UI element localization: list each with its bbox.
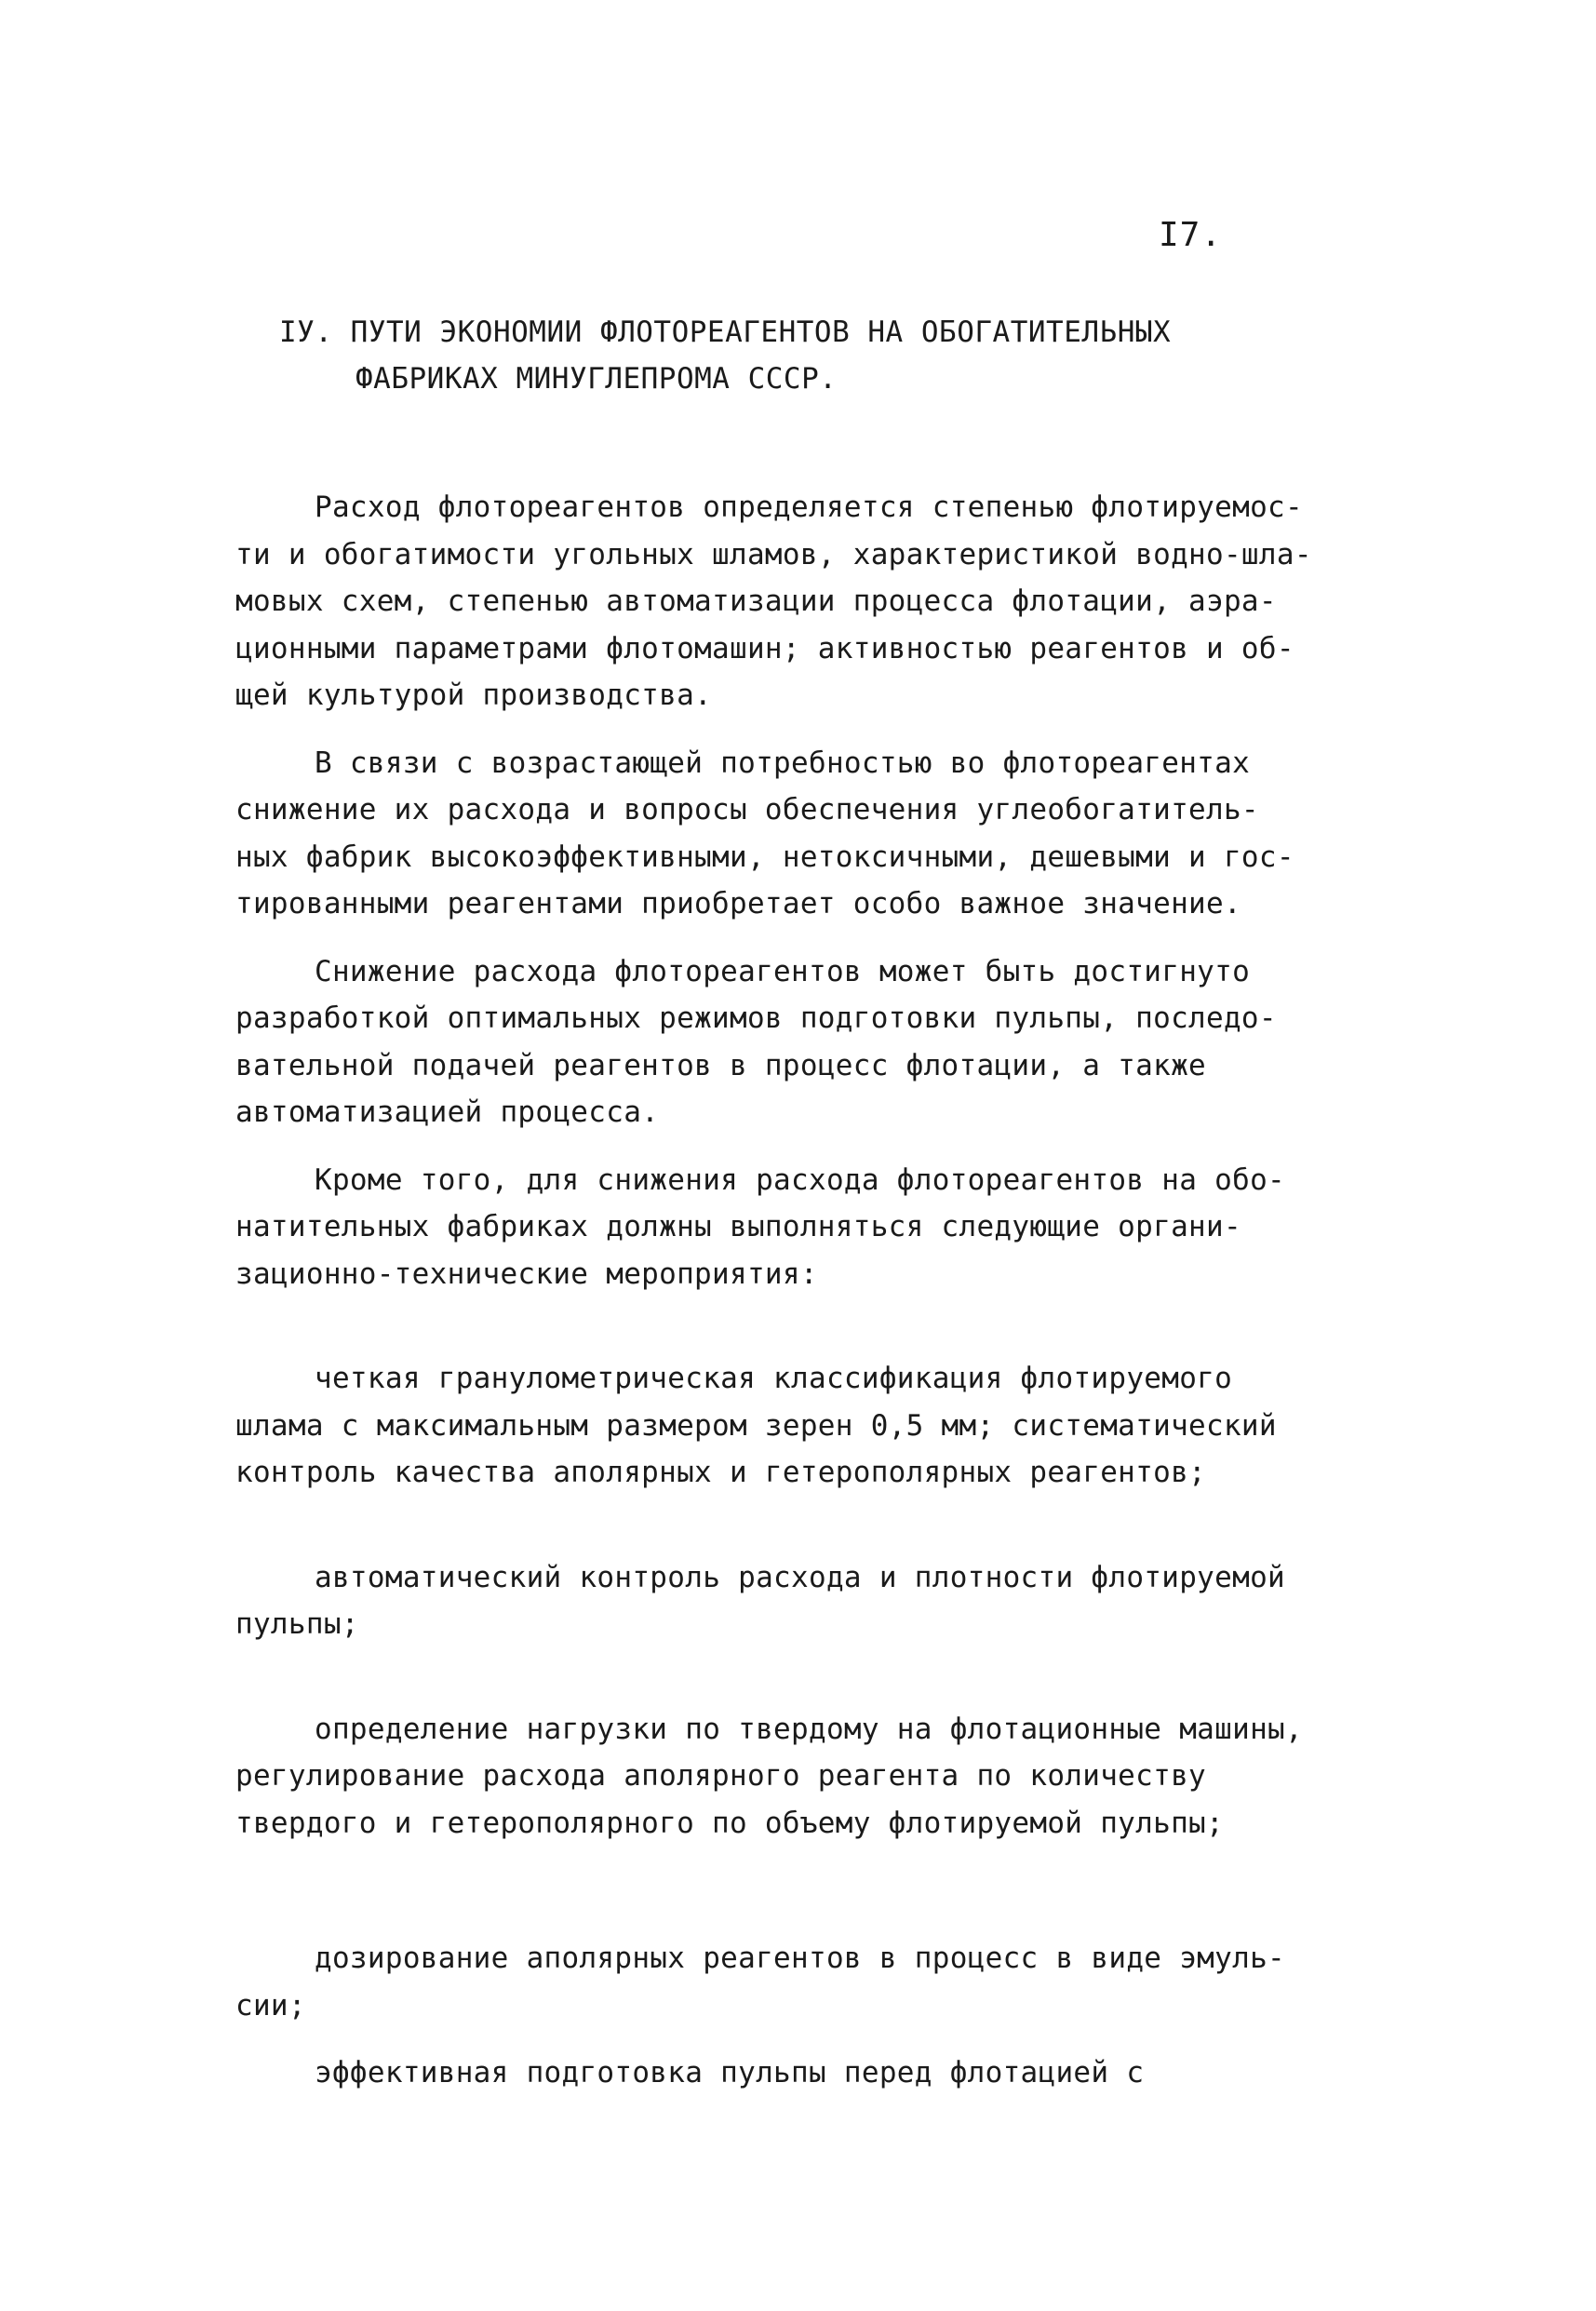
paragraph-line: ти и обогатимости угольных шламов, характеристикой водно-шла- — [235, 537, 1312, 571]
measure-item-2 — [235, 1554, 1403, 1648]
paragraph-line: зационно-технические мероприятия: — [235, 1256, 818, 1291]
paragraph-line: регулирование расхода аполярного реагента по количеству — [235, 1759, 1206, 1793]
paragraph-line: дозирование аполярных реагентов в процесс в виде эмуль- — [315, 1942, 1285, 1975]
section-heading-line-1: IУ. ПУТИ ЭКОНОМИИ ФЛОТОРЕАГЕНТОВ НА ОБОГАТИТЕЛЬНЫХ — [279, 316, 1172, 349]
paragraph-line: В связи с возрастающей потребностью во флотореагентах — [315, 746, 1251, 780]
paragraph-line: ционными параметрами флотомашин; активностью реагентов и об- — [235, 631, 1294, 665]
paragraph-line: щей культурой производства. — [235, 679, 713, 712]
section-heading — [279, 309, 1303, 402]
paragraph-line: натительных фабриках должны выполняться следующие органи- — [235, 1210, 1241, 1243]
paragraph-line: мовых схем, степенью автоматизации процесса флотации, аэра- — [235, 584, 1277, 618]
section-heading-line-2: ФАБРИКАХ МИНУГЛЕПРОМА СССР. — [355, 362, 838, 396]
paragraph-line: автоматический контроль расхода и плотности флотируемой — [315, 1560, 1285, 1594]
paragraph-line: шлама с максимальным размером зерен 0,5 мм; систематический — [235, 1408, 1277, 1443]
paragraph-line: ных фабрик высокоэффективными, нетоксичными, дешевыми и гос- — [235, 840, 1294, 874]
paragraph-line: твердого и гетерополярного по объему флотируемой пульпы; — [235, 1806, 1224, 1840]
paragraph-2 — [235, 740, 1403, 928]
paragraph-line: снижение их расхода и вопросы обеспечения углеобогатитель- — [235, 793, 1259, 826]
measure-item-4 — [235, 1935, 1403, 2029]
paragraph-1 — [235, 484, 1403, 719]
paragraph-line: тированными реагентами приобретает особо важное значение. — [235, 887, 1241, 920]
body-text — [235, 484, 1403, 2097]
paragraph-line: эффективная подготовка пульпы перед флотацией с — [315, 2056, 1145, 2089]
paragraph-line: четкая гранулометрическая классификация флотируемого — [315, 1362, 1233, 1395]
paragraph-4 — [235, 1157, 1403, 1298]
paragraph-line: Снижение расхода флотореагентов может быть достигнуто — [315, 954, 1251, 988]
paragraph-line: сии; — [235, 1988, 306, 2022]
measure-item-3 — [235, 1706, 1403, 1847]
paragraph-line: определение нагрузки по твердому на флотационные машины, — [315, 1712, 1303, 1746]
measure-item-1 — [235, 1355, 1403, 1497]
paragraph-line: пульпы; — [235, 1607, 359, 1641]
paragraph-line: автоматизацией процесса. — [235, 1095, 660, 1129]
paragraph-line: контроль качества аполярных и гетерополярных реагентов; — [235, 1456, 1206, 1489]
paragraph-line: вательной подачей реагентов в процесс флотации, а также — [235, 1048, 1206, 1082]
paragraph-3 — [235, 948, 1403, 1136]
measure-item-5 — [235, 2049, 1403, 2097]
page-number: I7. — [1159, 216, 1223, 254]
paragraph-line: Расход флотореагентов определяется степенью флотируемос- — [315, 490, 1303, 524]
paragraph-line: Кроме того, для снижения расхода флотореагентов на обо- — [315, 1162, 1285, 1197]
paragraph-line: разработкой оптимальных режимов подготовки пульпы, последо- — [235, 1001, 1277, 1035]
